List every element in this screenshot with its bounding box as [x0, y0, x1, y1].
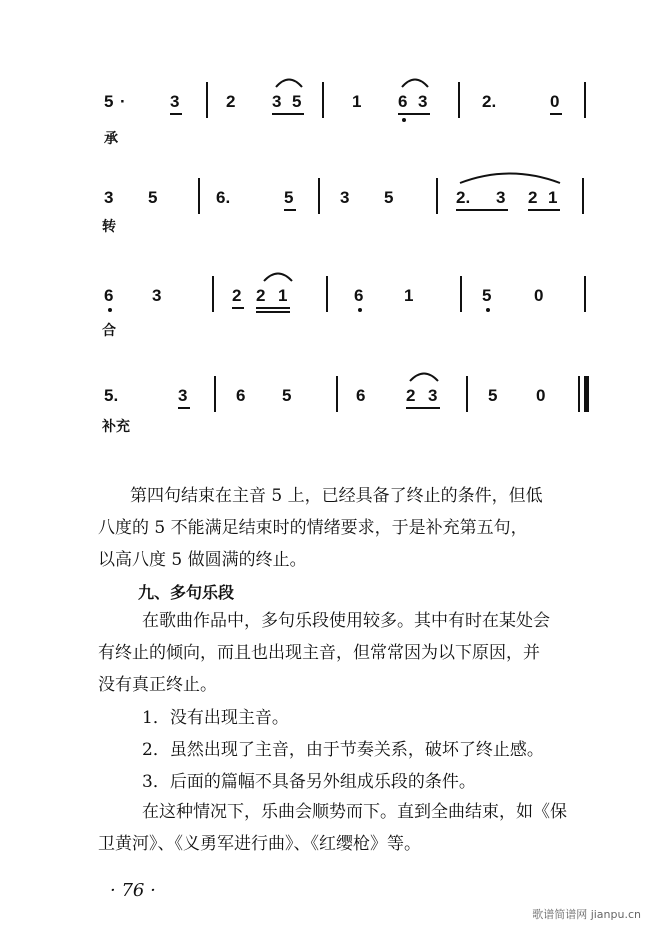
watermark: 歌谱简谱网 jianpu.cn: [532, 908, 641, 921]
section-heading: 九、多句乐段: [138, 583, 235, 602]
note: 1: [352, 92, 362, 111]
barline: [458, 82, 460, 118]
slur: [274, 74, 304, 88]
barline: [198, 178, 200, 214]
list-item: 2．虽然出现了主音，由于节奏关系，破坏了终止感。: [142, 740, 544, 760]
barline: [212, 276, 214, 312]
note: 6: [356, 386, 366, 405]
note: 6: [236, 386, 246, 405]
octave-dot-below: [108, 308, 112, 312]
underline: [284, 209, 296, 211]
note: 3: [104, 188, 114, 207]
final-barline-thick: [584, 376, 589, 412]
note: 3: [272, 92, 282, 111]
barline: [214, 376, 216, 412]
note: 5: [148, 188, 158, 207]
note: 2: [226, 92, 236, 111]
note: 2: [232, 286, 242, 305]
note: 3: [170, 92, 180, 111]
phrase-label: 补充: [102, 419, 130, 435]
octave-dot-below: [486, 308, 490, 312]
note: 3: [428, 386, 438, 405]
note: 0: [534, 286, 544, 305]
phrase-label: 转: [102, 219, 116, 235]
barline: [336, 376, 338, 412]
note: 1: [404, 286, 414, 305]
note: 5: [488, 386, 498, 405]
final-barline-thin: [578, 376, 580, 412]
text-line: 有终止的倾向，而且也出现主音，但常常因为以下原因，并: [98, 643, 540, 663]
text-line: 第四句结束在主音 5 上，已经具备了终止的条件，但低: [130, 486, 543, 506]
note: 1: [278, 286, 288, 305]
list-item: 3．后面的篇幅不具备另外组成乐段的条件。: [142, 772, 476, 792]
note: 2.: [456, 188, 471, 207]
note: 5: [104, 92, 114, 111]
barline: [460, 276, 462, 312]
note: 3: [178, 386, 188, 405]
note: 6: [398, 92, 408, 111]
barline: [318, 178, 320, 214]
text-line: 卫黄河》、《义勇军进行曲》、《红缨枪》等。: [98, 834, 421, 854]
note: 3: [152, 286, 162, 305]
slur: [262, 268, 294, 282]
paragraph-2: [98, 605, 618, 701]
barline: [584, 276, 586, 312]
barline: [436, 178, 438, 214]
underline: [528, 209, 560, 211]
underline: [272, 113, 304, 115]
text-line: 没有真正终止。: [98, 675, 217, 695]
note: 2.: [482, 92, 497, 111]
note: 5: [282, 386, 292, 405]
note: 6: [104, 286, 114, 305]
note: 3: [340, 188, 350, 207]
slur: [408, 368, 440, 382]
slur: [458, 170, 562, 184]
phrase-label: 合: [102, 323, 116, 339]
underline: [406, 407, 440, 409]
note: 5: [284, 188, 294, 207]
note: 0: [536, 386, 546, 405]
note: 6.: [216, 188, 231, 207]
underline: [256, 307, 290, 309]
barline: [206, 82, 208, 118]
barline: [466, 376, 468, 412]
note: 3: [496, 188, 506, 207]
barline: [584, 82, 586, 118]
note: 2: [406, 386, 416, 405]
underline: [398, 113, 430, 115]
note: 1: [548, 188, 558, 207]
slur: [400, 74, 430, 88]
text-line: 八度的 5 不能满足结束时的情绪要求，于是补充第五句，: [98, 518, 528, 538]
underline: [256, 311, 290, 313]
note: ·: [120, 92, 126, 111]
paragraph-1: [98, 480, 618, 576]
note: 2: [256, 286, 266, 305]
paragraph-3: [98, 796, 618, 860]
underline: [232, 307, 244, 309]
note: 5: [482, 286, 492, 305]
note: 2: [528, 188, 538, 207]
text-line: 以高八度 5 做圆满的终止。: [98, 550, 307, 570]
underline: [170, 113, 182, 115]
underline: [550, 113, 562, 115]
note: 0: [550, 92, 560, 111]
barline: [322, 82, 324, 118]
octave-dot-below: [358, 308, 362, 312]
note: 5: [292, 92, 302, 111]
note: 5: [384, 188, 394, 207]
note: 6: [354, 286, 364, 305]
note: 5.: [104, 386, 119, 405]
reason-list: [142, 702, 622, 798]
underline: [456, 209, 508, 211]
barline: [582, 178, 584, 214]
text-line: 在这种情况下，乐曲会顺势而下。直到全曲结束，如《保: [142, 802, 567, 822]
barline: [326, 276, 328, 312]
note: 3: [418, 92, 428, 111]
underline: [178, 407, 190, 409]
phrase-label: 承: [104, 131, 118, 147]
octave-dot-below: [402, 118, 406, 122]
page-number: · 76 ·: [110, 880, 156, 901]
list-item: 1．没有出现主音。: [142, 708, 289, 728]
text-line: 在歌曲作品中，多句乐段使用较多。其中有时在某处会: [142, 611, 550, 631]
